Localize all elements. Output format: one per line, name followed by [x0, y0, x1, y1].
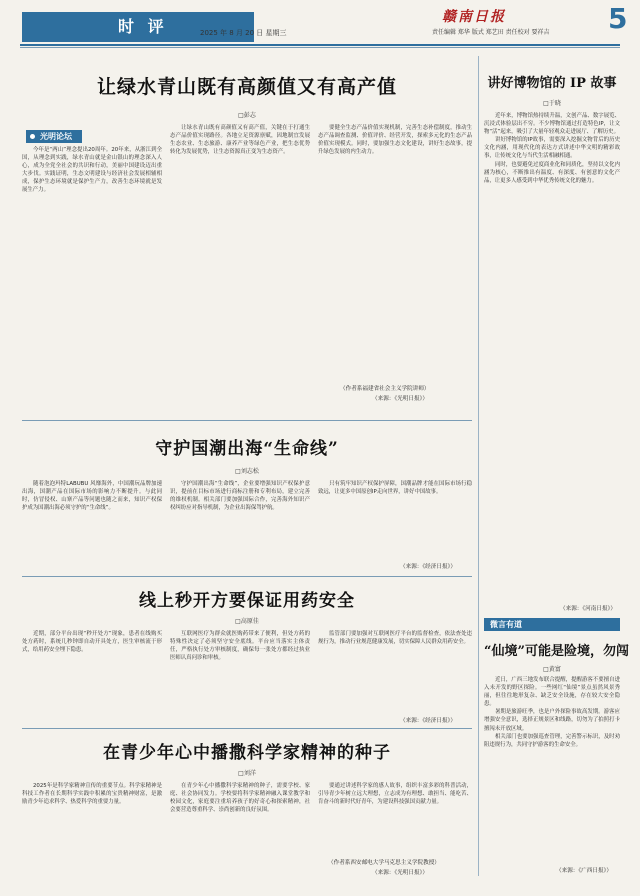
side2-para: 相关部门也要加强巡查管理，完善警示标识，及时劝阻违规行为，共同守护游客的生命安全。 [484, 733, 620, 748]
article1-title: 让绿水青山既有高颜值又有高产值 [96, 76, 397, 98]
newspaper-logo: 赣南日报 [442, 9, 506, 25]
article4-para: 在青少年心中播撒科学家精神的种子，需要学校、家庭、社会协同发力。学校要将科学家精神融入课堂教学和校园文化，家庭要注重培养孩子的好奇心和探索精神，社会要营造尊重科学、崇尚创新的良好氛围。 [170, 783, 310, 814]
article1-col1 [22, 146, 162, 416]
article4-col1 [22, 782, 162, 878]
article1-col2 [170, 124, 310, 416]
article2-para: 守护国潮出海“生命线”，企业要增强知识产权保护意识，提前在目标市场进行商标注册和专利布局，建立完善的维权机制。相关部门要加强国际合作，完善海外知识产权纠纷应对指导机制，为企业出海保驾护航。 [170, 481, 310, 512]
column-divider [478, 56, 479, 876]
side2-title: “仙境”可能是险境，勿闯 [484, 644, 629, 659]
article1-para: 让绿水青山既有高颜值又有高产值，关键在于打通生态产品价值实现路径。各地立足资源禀赋，因地制宜发展生态农业、生态旅游、康养产业等绿色产业，把生态优势转化为发展优势，让生态资源真正变为生态资产。 [170, 125, 310, 156]
divider [22, 728, 472, 729]
side2-tag-label: 微言有道 [490, 620, 522, 629]
side1-para: 同时，也要避免过度商业化和同质化，坚持以文化内涵为核心，不断推出有温度、有深度、有创意的文化产品，让更多人感受到中华优秀传统文化的魅力。 [484, 161, 620, 184]
page-number: 5 [608, 2, 628, 35]
side2-body [484, 676, 620, 854]
side1-source: （来源：《河南日报》） [560, 606, 616, 612]
article1-tag: 光明论坛 [26, 130, 82, 143]
side1-title: 讲好博物馆的 IP 故事 [487, 76, 617, 91]
article3-col1 [22, 630, 162, 726]
masthead-rule-thin [20, 47, 620, 48]
article2-para: 随着泡泡玛特LABUBU 风靡海外，中国潮玩品牌加速出海，国潮产品在国际市场的影响力不断提升。与此同时，仿冒侵权、山寨产品等问题也随之而来，知识产权保护成为国潮出海必须守护的“生命线”。 [22, 481, 162, 512]
article3-para: 互联网医疗为群众就医购药带来了便利，但处方药的特殊性决定了必须坚守安全底线。平台应当落实主体责任，严格执行处方审核制度，确保每一张处方都经过执业医师认真问诊和审核。 [170, 631, 310, 662]
article2-title: 守护国潮出海“生命线” [155, 439, 339, 459]
article3-col3 [318, 630, 472, 714]
article2-source: （来源：《经济日报》） [400, 564, 456, 570]
article2-col2 [170, 480, 310, 572]
article2-byline: □刘志松 [235, 468, 259, 475]
issue-date: 2025 年 8 月 20 日 星期三 [200, 29, 287, 37]
article1-col3 [318, 124, 472, 374]
divider [22, 420, 472, 421]
article4-title: 在青少年心中播撒科学家精神的种子 [103, 743, 391, 763]
side1-para: 讲好博物馆的IP故事，需要深入挖掘文物背后的历史文化内涵，用现代化的表达方式讲述中华文明的精彩故事，让传统文化与当代生活相融相通。 [484, 137, 620, 160]
article1-source: （作者系福建省社会主义学院讲师） [340, 386, 430, 392]
side1-para: 近年来，博物馆热持续升温，文创产品、数字展览、沉浸式体验层出不穷。不少博物馆通过打造特色IP，让文物“活”起来，吸引了大量年轻观众走进展厅、了解历史。 [484, 113, 620, 136]
side1-byline: □于晓 [543, 100, 561, 107]
article4-byline: □刘洋 [238, 770, 256, 777]
masthead [0, 0, 640, 44]
masthead-rule [20, 44, 620, 46]
section-title: 时 评 [22, 12, 254, 42]
article4-source: （作者系西安邮电大学马克思主义学院教授） [328, 860, 440, 866]
article4-col3 [318, 782, 472, 854]
side2-byline: □黄富 [543, 666, 561, 673]
article2-col1 [22, 480, 162, 572]
editorial-staff: 责任编辑 郑华 版式 郑艺田 责任校对 要祥吉 [432, 29, 550, 36]
side2-source: （来源：《广西日报》） [556, 868, 612, 874]
article3-para: 监管部门要加强对互联网医疗平台的监督检查，依法查处违规行为，推动行业规范健康发展，切实保障人民群众用药安全。 [318, 631, 472, 646]
article3-col2 [170, 630, 310, 726]
article1-para: 要健全生态产品价值实现机制，完善生态补偿制度，推动生态产品调查监测、价值评价、经营开发，探索多元化的生态产品价值实现模式。同时，要加强生态文化建设，讲好生态故事，提升绿色发展的内生动力。 [318, 125, 472, 156]
article4-para: 2025年是科学家精神宣传的重要节点。科学家精神是科技工作者在长期科学实践中积累的宝贵精神财富，是激励青少年追求科学、热爱科学的重要力量。 [22, 783, 162, 806]
article4-source2: （来源：《光明日报》） [372, 870, 428, 876]
divider [22, 576, 472, 577]
side2-para: 暑期是旅游旺季，也是户外探险事故高发期。游客应增强安全意识，选择正规景区和线路，切勿为了拍照打卡擅闯未开放区域。 [484, 709, 620, 732]
article4-para: 要通过讲述科学家的感人故事，组织丰富多彩的科普活动，引导青少年树立远大理想，立志成为有理想、敢担当、能吃苦、肯奋斗的新时代好青年，为建设科技强国贡献力量。 [318, 783, 472, 806]
article1-para: 今年是“两山”理念提出20周年。20年来，从浙江到全国，从理念到实践，绿水青山就是金山银山的理念深入人心，成为全党全社会的共识和行动，美丽中国建设迈出重大步伐。实践证明，生态文明建设与经济社会发展相辅相成，保护生态环境就是保护生产力，改善生态环境就是发展生产力。 [22, 147, 162, 194]
article3-byline: □高原佳 [235, 618, 259, 625]
article1-byline: □彭志 [238, 112, 256, 119]
article2-col3 [318, 480, 472, 558]
side2-para: 近日，广西三地发布联合提醒，提醒游客不要擅自进入未开发的野区探险。一些网红“仙境”景点虽然风景秀丽，但往往地形复杂、缺乏安全设施，存在较大安全隐患。 [484, 677, 620, 708]
side1-body [484, 112, 620, 600]
article3-para: 近期，部分平台出现“秒开处方”现象，患者在线购买处方药时，系统几秒钟即自动开具处方，医生审核流于形式，给用药安全埋下隐患。 [22, 631, 162, 654]
article2-para: 只有筑牢知识产权保护屏障，国潮品牌才能在国际市场行稳致远，让更多中国原创IP走向世界，讲好中国故事。 [318, 481, 472, 496]
article3-source: （来源：《经济日报》） [400, 718, 456, 724]
side2-tag [484, 618, 620, 631]
article1-source2: （来源：《光明日报》） [372, 396, 428, 402]
article3-title: 线上秒开方要保证用药安全 [139, 591, 355, 611]
article4-col2 [170, 782, 310, 878]
